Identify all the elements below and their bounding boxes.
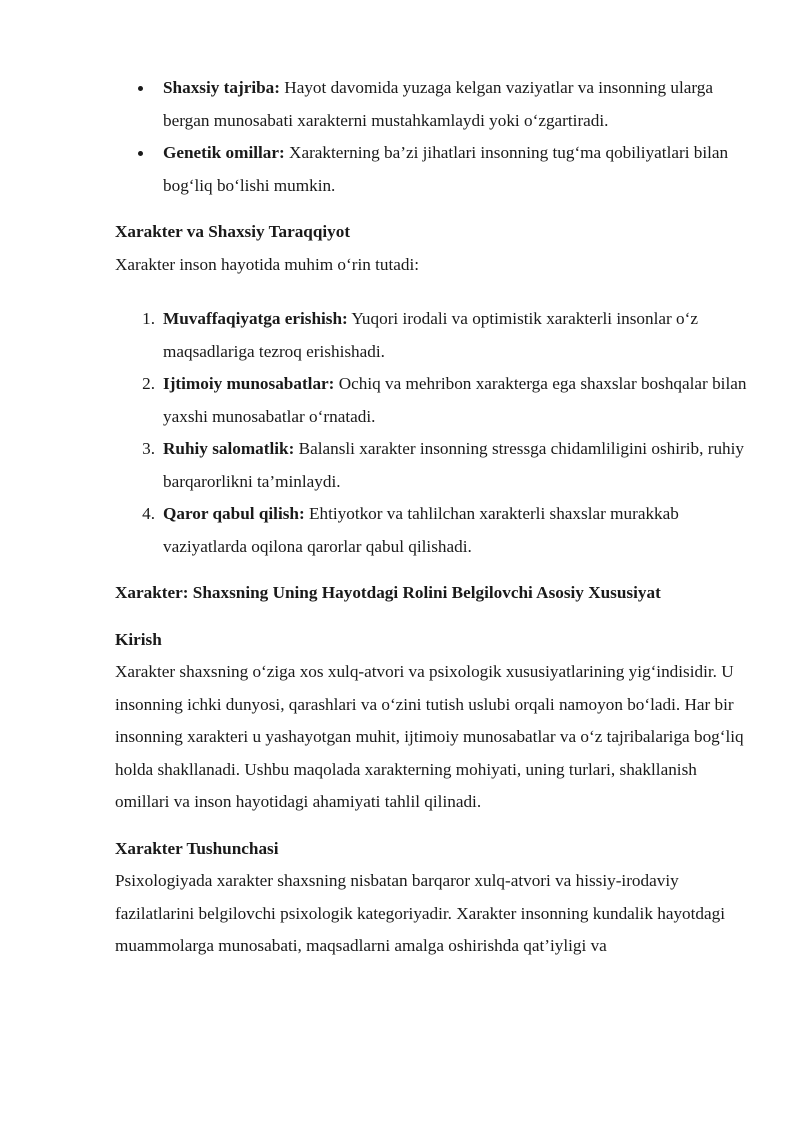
numbered-list: [115, 303, 755, 563]
list-item: [115, 433, 755, 498]
list-item: [115, 303, 755, 368]
list-item-text: Hayot davomida yuzaga kelgan vaziyatlar va insonning ularga bergan munosabati xarakterni mustahkamlaydi yoki o‘zgartiradi.: [163, 78, 714, 130]
list-number: 4.: [142, 504, 155, 523]
list-item: [115, 368, 755, 433]
list-number: 3.: [142, 439, 155, 458]
bullet-list: [115, 72, 755, 202]
list-item-text: Xarakterning ba’zi jihatlari insonning tug‘ma qobiliyatlari bilan bog‘liq bo‘lishi mumkin.: [163, 143, 729, 195]
list-item: [115, 137, 755, 202]
list-item-text: Yuqori irodali va optimistik xarakterli insonlar o‘z maqsadlariga tezroq erishishadi.: [163, 309, 698, 361]
page-content: [115, 72, 755, 963]
list-item-term: Shaxsiy tajriba:: [163, 78, 280, 97]
section-heading: Kirish: [115, 629, 162, 649]
section-heading: Xarakter va Shaxsiy Taraqqiyot: [115, 222, 351, 241]
section-intro: Xarakter inson hayotida muhim o‘rin tutadi:: [115, 254, 420, 274]
list-item: [115, 498, 755, 563]
section-body: Xarakter shaxsning o‘ziga xos xulq-atvori va psixologik xususiyatlarining yig‘indisidir. U insonning ichki dunyosi, qarashlari va o‘zini tutish uslubi orqali namoyon bo‘ladi. Har bir insonning xarakteri u yashayotgan muhit, ijtimoiy munosabatlar va o‘z tajribalariga bog‘liq holda shakllanadi. Ushbu maqolada xarakterning mohiyati, uning turlari, shakllanish omillari va inson hayotidagi ahamiyati tahlil qilinadi.: [115, 662, 744, 811]
list-item-text: Ochiq va mehribon xarakterga ega shaxslar boshqalar bilan yaxshi munosabatlar o‘rnatadi.: [163, 374, 747, 426]
list-item-term: Genetik omillar:: [163, 143, 285, 162]
list-item-term: Qaror qabul qilish:: [163, 504, 305, 523]
section-body: Psixologiyada xarakter shaxsning nisbatan barqaror xulq-atvori va hissiy-irodaviy fazilatlarini belgilovchi psixologik kategoriyadir. Xarakter insonning kundalik hayotdagi muammolarga munosabati, maqsadlarni amalga oshirishda qat’iyligi va: [115, 871, 726, 955]
list-item: [115, 72, 755, 137]
section-heading: Xarakter Tushunchasi: [115, 838, 279, 858]
list-number: 1.: [142, 309, 155, 328]
article-title: Xarakter: Shaxsning Uning Hayotdagi Rolini Belgilovchi Asosiy Xususiyat: [115, 583, 661, 602]
list-item-term: Ijtimoiy munosabatlar:: [163, 374, 335, 393]
bullet-icon: [138, 86, 143, 91]
list-number: 2.: [142, 374, 155, 393]
list-item-term: Muvaffaqiyatga erishish:: [163, 309, 348, 328]
list-item-text: Ehtiyotkor va tahlilchan xarakterli shaxslar murakkab vaziyatlarda oqilona qarorlar qabul qilishadi.: [163, 504, 679, 556]
list-item-text: Balansli xarakter insonning stressga chidamliligini oshirib, ruhiy barqarorlikni ta’minlaydi.: [163, 439, 744, 491]
bullet-icon: [138, 151, 143, 156]
list-item-term: Ruhiy salomatlik:: [163, 439, 295, 458]
